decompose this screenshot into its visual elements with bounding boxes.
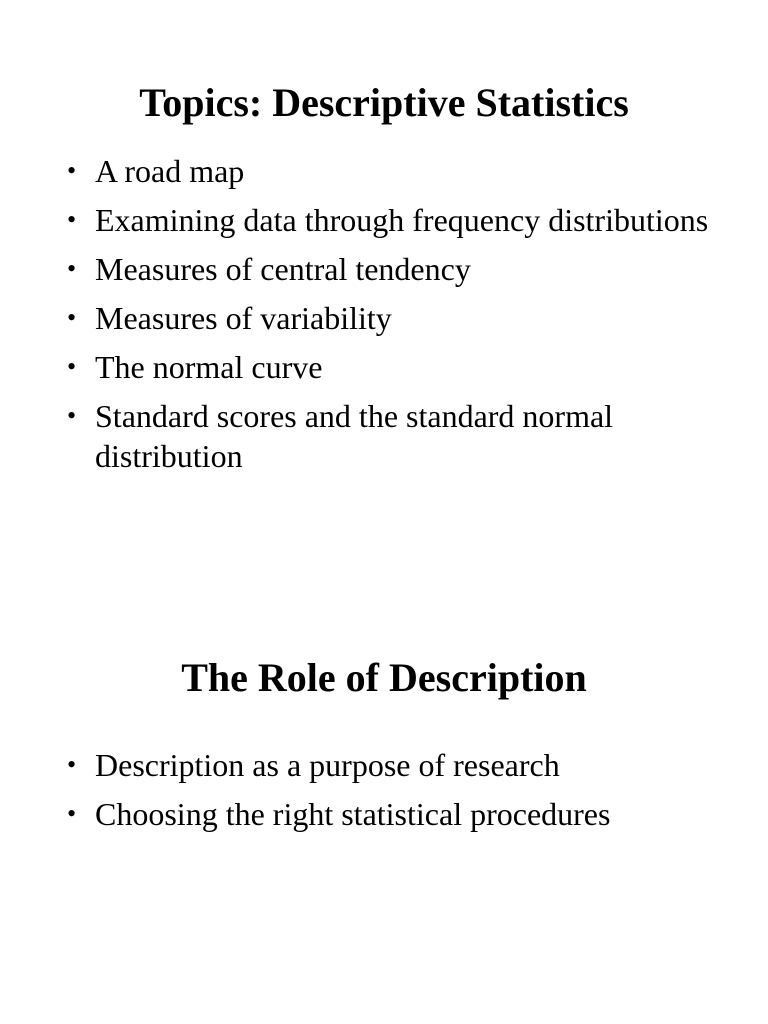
slide-topics [0, 0, 768, 485]
bullet-item [67, 396, 727, 476]
bullet-item [67, 151, 727, 191]
bullet-item [67, 249, 727, 289]
slide-role-of-description [0, 640, 768, 843]
bullet-text: Description as a purpose of research [95, 747, 560, 783]
bullet-item [67, 200, 727, 240]
bullet-item [67, 298, 727, 338]
bullet-dot-icon: • [67, 205, 77, 234]
bullet-dot-icon: • [67, 799, 77, 828]
bullet-text: Standard scores and the standard normal distribution [95, 398, 614, 474]
bullet-dot-icon: • [67, 254, 77, 283]
bullet-item [67, 745, 727, 785]
bullet-item [67, 794, 727, 834]
bullet-text: Examining data through frequency distributions [95, 202, 709, 238]
bullet-dot-icon: • [67, 401, 77, 430]
bullet-list [67, 151, 727, 476]
bullet-text: Measures of central tendency [95, 251, 471, 287]
bullet-text: A road map [95, 153, 245, 189]
bullet-text: The normal curve [95, 349, 323, 385]
bullet-dot-icon: • [67, 750, 77, 779]
bullet-dot-icon: • [67, 156, 77, 185]
bullet-text: Choosing the right statistical procedures [95, 796, 611, 832]
bullet-dot-icon: • [67, 352, 77, 381]
slide-title: Topics: Descriptive Statistics [139, 80, 629, 125]
bullet-dot-icon: • [67, 303, 77, 332]
bullet-list [67, 745, 727, 834]
slide-title: The Role of Description [181, 655, 587, 700]
bullet-item [67, 347, 727, 387]
bullet-text: Measures of variability [95, 300, 392, 336]
